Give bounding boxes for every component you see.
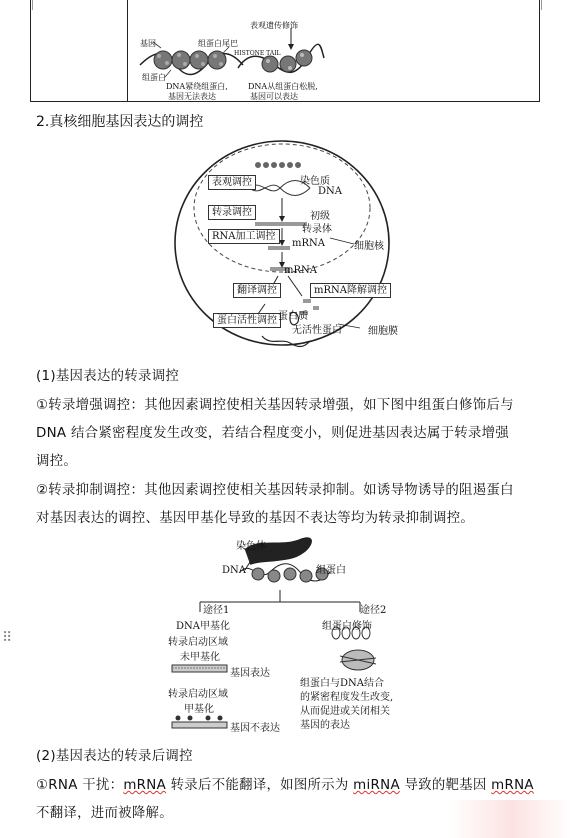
note-line-4: 基因的表达 [300,720,350,731]
promoter-methylated-2: 甲基化 [184,704,214,715]
para-repress-1: ②转录抑制调控：其他因素调控使相关基因转录抑制。如诱导物诱导的阻遏蛋白 [36,483,514,498]
chromatin-label: 染色质 [300,176,330,187]
para-transcription-regulation: (1)基因表达的转录调控 [36,369,180,384]
para-enhance-2: DNA 结合紧密程度发生改变，若结合程度变小，则促进基因表达属于转录增强 [36,426,510,441]
dna-methylation-label: DNA甲基化 [176,621,230,632]
chromosome-label: 染色体 [236,541,266,552]
para-post-transcription: (2)基因表达的转录后调控 [36,749,193,764]
para-enhance-1: ①转录增强调控：其他因素调控使相关基因转录增强，如下图中组蛋白修饰后与 [36,398,514,413]
para-enhance-3: 调控。 [36,454,78,469]
epigenetic-label: 表观遗传修饰 [250,21,298,30]
rnai-term-3: mRNA [491,778,534,793]
histone-modified-figure [236,28,326,88]
table-column-divider [127,0,128,101]
path-1-label: 途径1 [203,605,230,616]
rnai-prefix: ①RNA 干扰： [36,778,124,793]
para-repress-2: 对基因表达的调控、基因甲基化导致的基因不表达等均为转录抑制调控。 [36,511,475,526]
mrna-outer-label: mRNA [284,265,317,276]
no-expression-label: 基因无法表达 [168,92,216,101]
mrna-inner-label: mRNA [292,238,325,249]
gene-label: 基因 [140,39,156,48]
rnai-term-1: mRNA [123,778,167,793]
histone-label: 组蛋白 [142,73,166,82]
promoter-unmethylated-1: 转录启动区域 [168,637,228,648]
rnai-mid-2: 导致的靶基因 [399,778,492,793]
histone-tail-en-label: HISTONE TAIL [234,50,281,57]
section-2-title: 2.真核细胞基因表达的调控 [36,114,204,130]
dna-loose-label: DNA从组蛋白松脱, [248,82,318,91]
can-express-label: 基因可以表达 [250,92,298,101]
drag-handle-icon[interactable]: ⠿ [2,630,13,646]
note-line-1: 组蛋白与DNA结合 [300,678,384,689]
gene-not-expressed-label: 基因不表达 [230,723,280,734]
pathway-histone-label: 组蛋白 [316,565,346,576]
para-rnai-2: 不翻译，进而被降解。 [36,806,173,821]
histone-tail-label: 组蛋白尾巴 [198,39,238,48]
histone-modification-label: 组蛋白修饰 [322,621,372,632]
gene-expressed-label: 基因表达 [230,668,270,679]
transcription-regulation-box: 转录调控 [208,205,256,220]
promoter-unmethylated-2: 未甲基化 [180,652,220,663]
primary-transcript-label-2: 转录体 [302,224,332,235]
dna-label: DNA [318,186,342,197]
pathway-dna-label: DNA [222,565,246,576]
rna-processing-box: RNA加工调控 [208,229,280,244]
protein-activity-box: 蛋白活性调控 [213,313,281,328]
para-rnai-1 [36,773,534,799]
nucleus-label: 细胞核 [354,241,384,252]
rnai-term-2: miRNA [353,778,400,793]
primary-transcript-label-1: 初级 [310,211,330,222]
translation-regulation-box: 翻译调控 [233,283,281,298]
crop-mark-right [541,0,542,10]
protein-label: 蛋白质 [278,311,308,322]
dna-wrapped-label: DNA紧绕组蛋白, [166,82,228,91]
path-2-label: 途径2 [360,605,387,616]
promoter-methylated-1: 转录启动区域 [168,689,228,700]
note-line-3: 从而促进或关闭相关 [300,706,390,717]
note-line-2: 的紧密程度发生改变, [300,692,394,703]
mrna-degradation-box: mRNA降解调控 [310,283,391,298]
membrane-label: 细胞膜 [368,326,398,337]
corner-decoration [450,800,573,838]
rnai-mid: 转录后不能翻译，如图所示为 [166,778,354,793]
inactive-protein-label: 无活性蛋白 [292,325,342,336]
epigenetic-regulation-box: 表观调控 [208,175,256,190]
